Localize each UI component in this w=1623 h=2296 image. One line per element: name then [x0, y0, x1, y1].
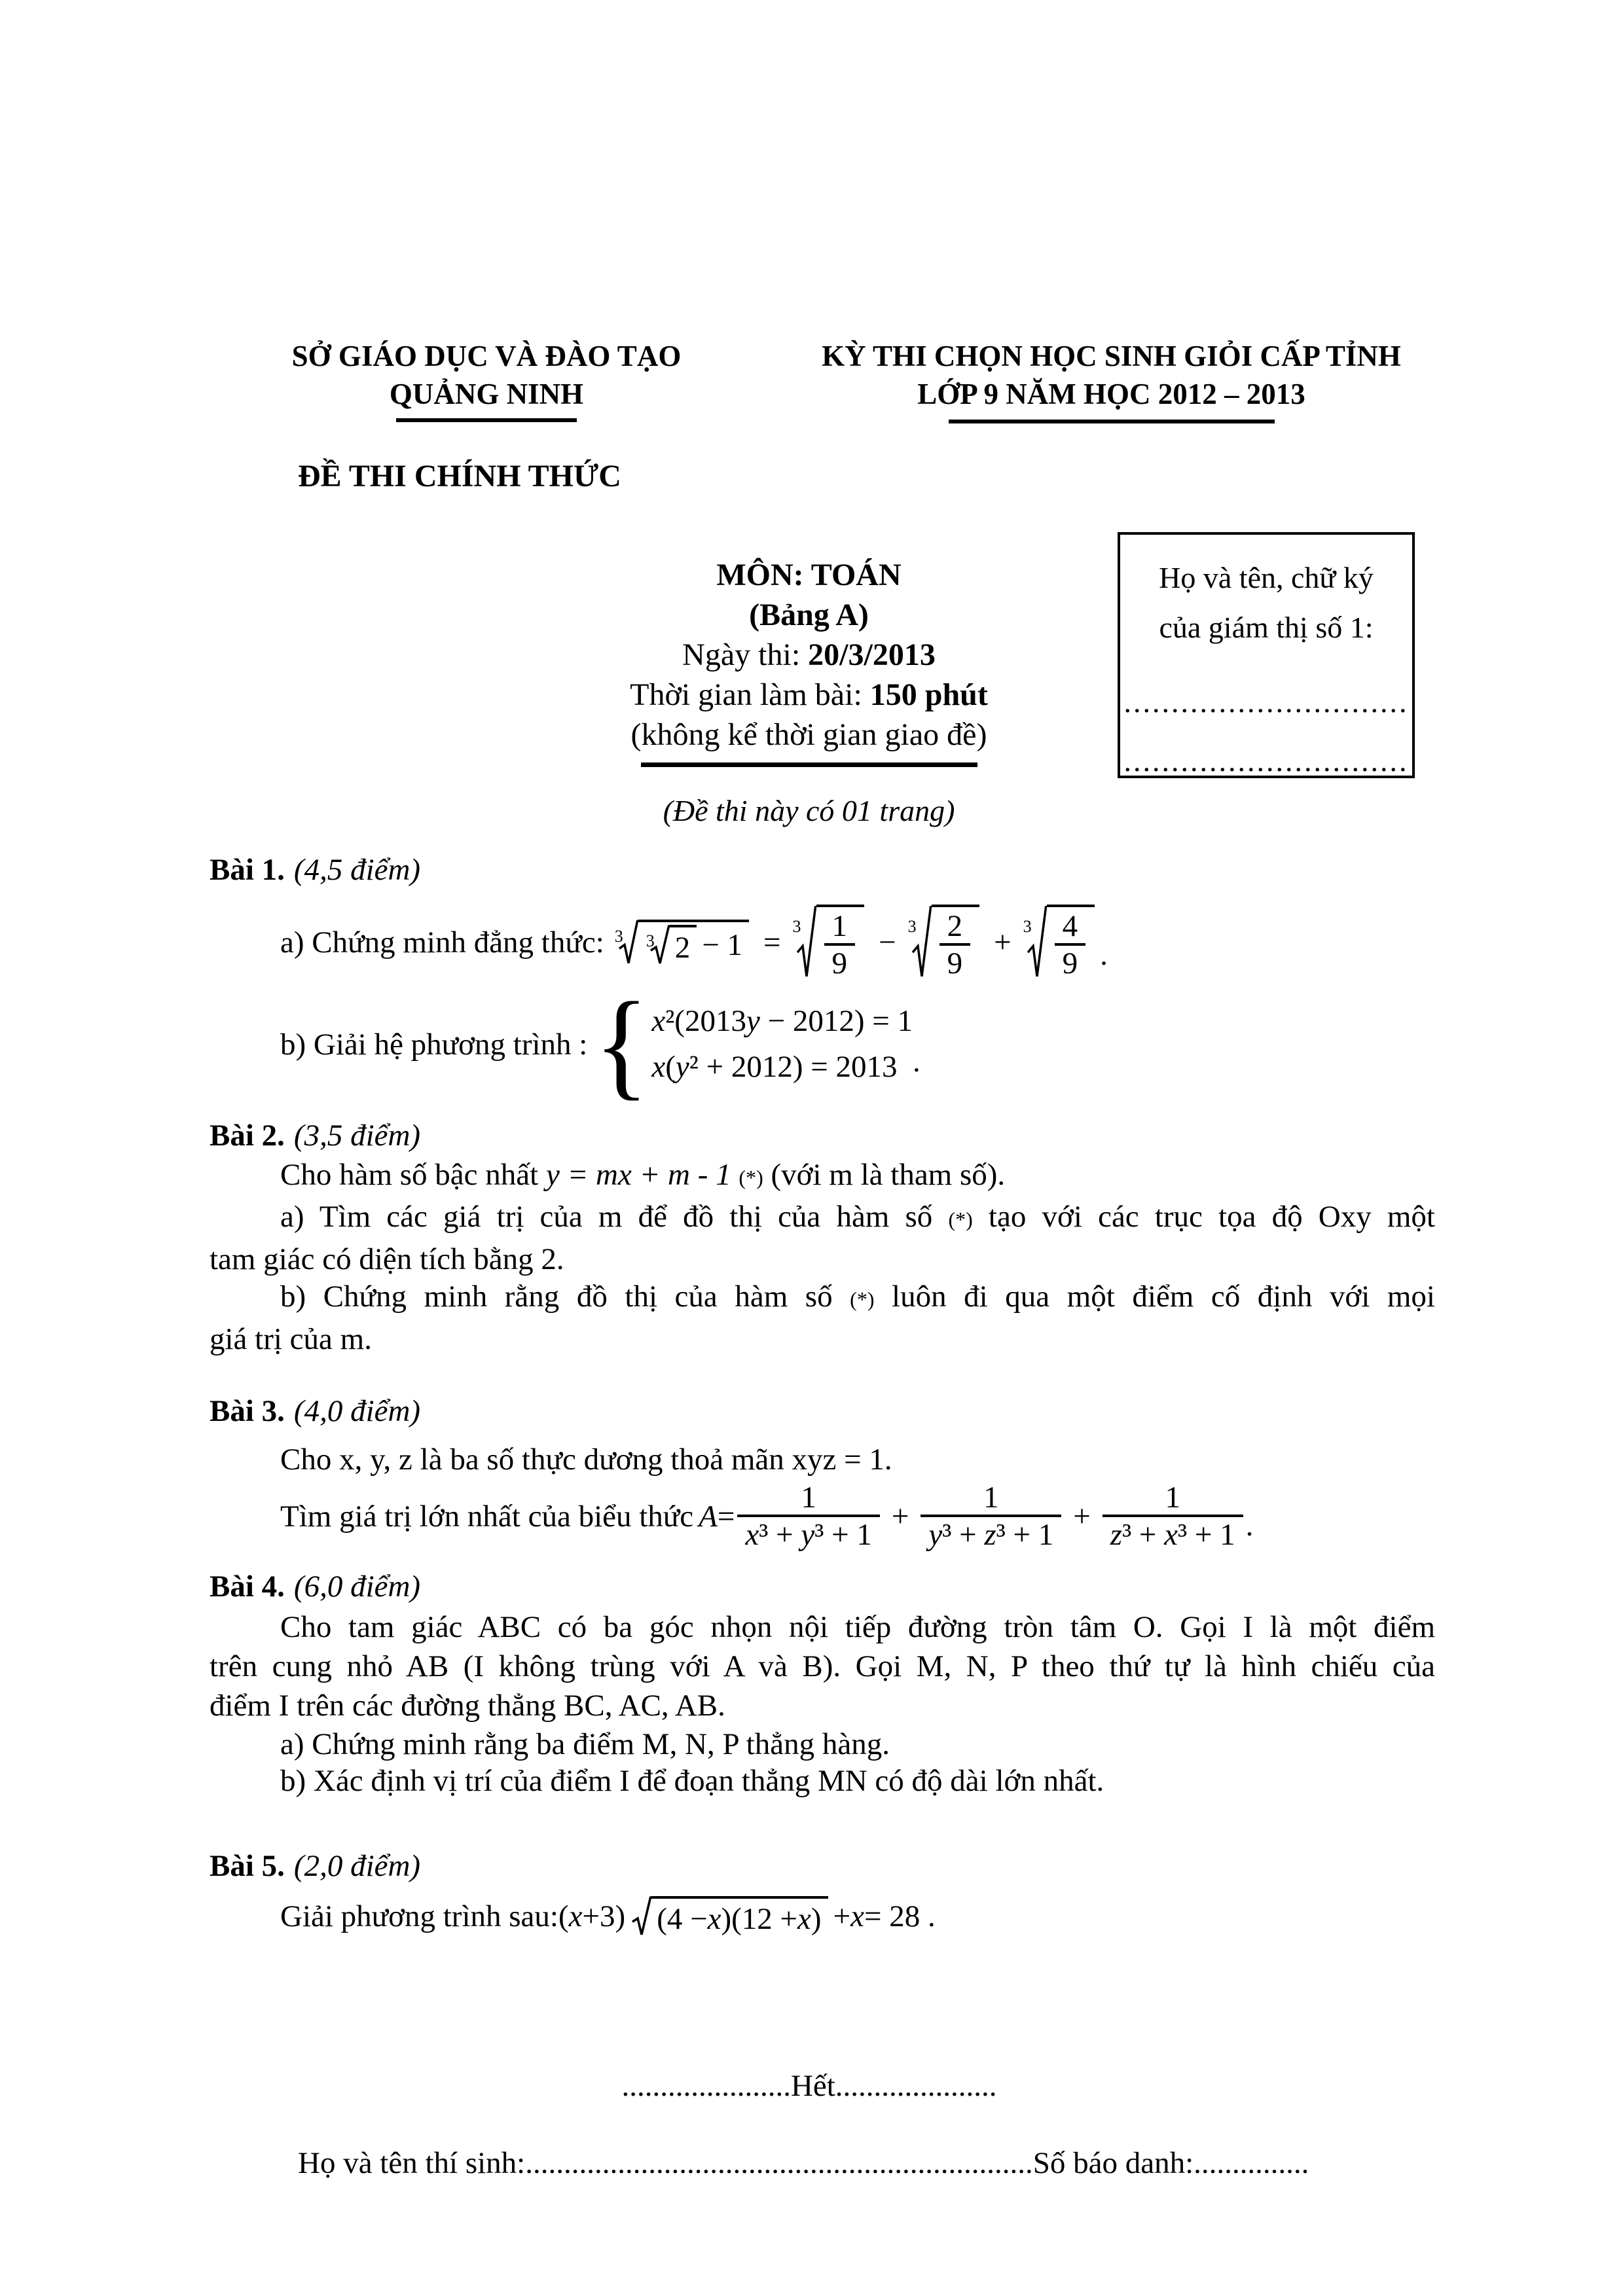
fraction-numerator: 2: [947, 909, 963, 944]
math-text: )(12 +: [721, 1901, 798, 1936]
formula-period: .: [913, 1045, 921, 1079]
expression-name: A: [699, 1499, 718, 1534]
cube-root-inner: [646, 925, 697, 965]
equation-system: [594, 977, 913, 1111]
root-index: 3: [646, 931, 655, 950]
math-text: ²(2013: [665, 1003, 746, 1038]
subject-line: MÔN: TOÁN: [716, 558, 902, 592]
fraction-numerator: 1: [983, 1480, 999, 1515]
problem-4a: a) Chứng minh rằng ba điểm M, N, P thẳng hàng.: [280, 1727, 890, 1761]
problem-5-points: (2,0 điểm): [293, 1849, 421, 1883]
fraction-3: [1103, 1481, 1243, 1552]
math-text: ³ +: [1122, 1518, 1165, 1552]
math-var: x: [1164, 1518, 1178, 1552]
math-var: y: [928, 1518, 943, 1552]
root-index: 3: [614, 927, 623, 946]
math-var: y: [746, 1003, 760, 1038]
text: tạo với các trục tọa độ Oxy một: [972, 1200, 1435, 1234]
problem-2b-line2: giá trị của m.: [210, 1322, 372, 1356]
problem-3-label: Bài 3.: [210, 1394, 285, 1428]
issuer-line1: SỞ GIÁO DỤC VÀ ĐÀO TẠO: [291, 340, 682, 372]
problem-2b: [210, 1277, 1435, 1359]
math-var: x: [797, 1901, 811, 1936]
math-text: ² + 2012) = 2013: [689, 1049, 898, 1084]
radical-sign: [632, 1896, 651, 1937]
math-text: − 2012) = 1: [759, 1003, 913, 1038]
problem-4-label: Bài 4.: [210, 1570, 285, 1604]
proctor-box-title-line1: Họ và tên, chữ ký: [1159, 561, 1374, 594]
problem-5-intro: Giải phương trình sau:: [280, 1899, 558, 1933]
fraction-numerator: 1: [831, 909, 848, 944]
problem-3-points: (4,0 điểm): [293, 1394, 421, 1428]
equals-sign: =: [763, 925, 781, 960]
fraction-1: [737, 1481, 879, 1552]
system-equation-2: [651, 1050, 913, 1085]
candidate-info-line: Họ và tên thí sinh:..................................................................Số báo danh:...............: [298, 2146, 1309, 2180]
problem-5-formula-row: [280, 1892, 936, 1941]
math-text: (: [558, 1899, 569, 1933]
proctor-box-title-line2: của giám thị số 1:: [1159, 611, 1374, 644]
problem-2b-line1: [210, 1277, 1435, 1319]
root-index: 3: [907, 916, 917, 936]
fraction-denominator: [737, 1515, 879, 1552]
math-var: x: [745, 1518, 759, 1552]
math-var: y: [675, 1049, 689, 1084]
minus-operator: −: [879, 925, 896, 960]
formula-period: .: [1245, 1509, 1254, 1543]
fraction-denominator: 9: [939, 943, 971, 980]
problem-4b: b) Xác định vị trí của điểm I để đoạn thẳng MN có độ dài lớn nhất.: [280, 1764, 1104, 1798]
duration-line: [480, 675, 1138, 715]
formula-period: .: [1100, 938, 1108, 972]
radicand: [651, 1896, 828, 1937]
problem-1-label: Bài 1.: [210, 853, 285, 887]
fraction-numerator: 4: [1062, 909, 1078, 944]
duration-value: 150 phút: [869, 677, 988, 712]
system-equation-1: [651, 1005, 913, 1039]
star-ref: (*): [739, 1166, 763, 1189]
official-exam-label: ĐỀ THI CHÍNH THỨC: [298, 459, 621, 493]
fraction-2: [921, 1481, 1061, 1552]
system-brace: {: [594, 977, 649, 1111]
problem-2a-line1: [210, 1197, 1435, 1240]
fraction-numerator: 1: [1165, 1480, 1180, 1515]
cube-root-lhs: [614, 920, 749, 965]
issuer-underline: [396, 418, 577, 422]
problem-1b-row: [280, 977, 921, 1111]
problem-4-heading: [210, 1569, 420, 1604]
plus-operator: +: [994, 925, 1012, 960]
math-var: x: [850, 1899, 864, 1933]
star-ref: (*): [948, 1208, 973, 1231]
fraction-denominator: [1103, 1515, 1243, 1552]
math-text: ): [811, 1901, 822, 1936]
plus-operator: +: [1073, 1499, 1091, 1534]
exam-title-underline: [949, 420, 1275, 423]
cube-root-term2: [907, 905, 980, 980]
problem-2a: [210, 1197, 1435, 1280]
text: b) Chứng minh rằng đồ thị của hàm số: [280, 1280, 850, 1314]
cube-root-term3: [1023, 905, 1095, 980]
plus-operator: +: [891, 1499, 909, 1534]
problem-1-points: (4,5 điểm): [293, 853, 421, 887]
fraction-denominator: [921, 1515, 1061, 1552]
radical-sign: [912, 905, 932, 980]
date-value: 20/3/2013: [808, 637, 936, 672]
problem-5-label: Bài 5.: [210, 1849, 285, 1883]
math-text: +: [833, 1899, 851, 1933]
math-text: ³ +: [942, 1518, 985, 1552]
issuer-block: [275, 337, 698, 422]
equals-sign: =: [717, 1499, 735, 1534]
fraction-denominator: 9: [1055, 943, 1086, 980]
math-var: x: [651, 1049, 666, 1084]
problem-1a-row: [280, 903, 1108, 982]
exam-title-line2: LỚP 9 NĂM HỌC 2012 – 2013: [917, 378, 1305, 410]
problem-2-heading: [210, 1118, 420, 1153]
proctor-signature-line1: ..............................: [1123, 685, 1409, 719]
intro-text: Cho hàm số bậc nhất: [280, 1158, 546, 1192]
problem-3-intro: Cho x, y, z là ba số thực dương thoả mãn xyz = 1.: [280, 1443, 892, 1477]
date-line: [480, 635, 1138, 675]
math-text: +3): [582, 1899, 626, 1933]
exam-info-block: [480, 555, 1138, 767]
math-var: x: [568, 1899, 583, 1933]
problem-4-line3: điểm I trên các đường thẳng BC, AC, AB.: [210, 1689, 725, 1723]
problem-4-line1: Cho tam giác ABC có ba góc nhọn nội tiếp đường tròn tâm O. Gọi I là một điểm: [280, 1610, 1435, 1644]
math-var: z: [1110, 1518, 1123, 1552]
problem-5-heading: [210, 1848, 420, 1884]
issuer-line2: QUẢNG NINH: [389, 378, 584, 410]
problem-4-line2: trên cung nhỏ AB (I không trùng với A và B). Gọi M, N, P theo thứ tự là hình chiếu của: [210, 1649, 1435, 1683]
text: luôn đi qua một điểm cố định với mọi: [874, 1280, 1435, 1314]
math-text: ³ +: [759, 1518, 801, 1552]
math-text: (4 −: [657, 1901, 708, 1936]
fraction-denominator: 9: [824, 943, 856, 980]
problem-1b-text: b) Giải hệ phương trình :: [280, 1027, 588, 1062]
date-label: Ngày thi:: [682, 637, 809, 672]
function-formula: y = mx + m - 1: [545, 1158, 739, 1192]
math-text: ³ + 1: [814, 1518, 872, 1552]
problem-1a-text: a) Chứng minh đẳng thức:: [280, 925, 604, 960]
math-text: ³ + 1: [996, 1518, 1054, 1552]
radical-sign: [797, 905, 816, 980]
duration-label: Thời gian làm bài:: [630, 677, 870, 712]
math-var: z: [984, 1518, 996, 1552]
after-inner: − 1: [702, 928, 743, 962]
math-var: y: [801, 1518, 815, 1552]
cube-root-term1: [792, 905, 865, 980]
star-ref: (*): [850, 1287, 875, 1311]
problem-2-label: Bài 2.: [210, 1119, 285, 1153]
math-var: x: [651, 1003, 666, 1038]
inner-radicand: 2: [670, 925, 697, 965]
problem-1-heading: [210, 852, 420, 888]
problem-2-intro: [280, 1155, 1005, 1198]
proctor-signature-box: [1118, 532, 1415, 778]
fraction-numerator: 1: [801, 1480, 816, 1515]
end-of-exam-line: ......................Hết.....................: [621, 2069, 997, 2103]
square-root: [630, 1896, 828, 1937]
problem-2-points: (3,5 điểm): [293, 1119, 421, 1153]
exam-info-underline: [641, 762, 977, 767]
problem-4-paragraph: [210, 1607, 1435, 1725]
board-line: (Bảng A): [749, 598, 869, 632]
exam-title-line1: KỲ THI CHỌN HỌC SINH GIỎI CẤP TỈNH: [822, 340, 1401, 372]
proctor-signature-line2: ..............................: [1123, 744, 1409, 778]
intro-text: (với m là tham số).: [763, 1158, 1006, 1192]
math-var: x: [707, 1901, 721, 1936]
root-index: 3: [792, 916, 801, 936]
problem-3-formula-row: [280, 1480, 1253, 1552]
math-text: = 28 .: [864, 1899, 936, 1933]
problem-3-find-text: Tìm giá trị lớn nhất của biểu thức: [280, 1499, 694, 1534]
math-text: ³ + 1: [1178, 1518, 1235, 1552]
problem-2a-line2: tam giác có diện tích bằng 2.: [210, 1242, 564, 1276]
root-index: 3: [1023, 916, 1032, 936]
page-count-note: (Đề thi này có 01 trang): [663, 794, 955, 827]
problem-4-points: (6,0 điểm): [293, 1570, 421, 1604]
problem-3-heading: [210, 1393, 420, 1429]
math-text: (: [665, 1049, 676, 1084]
duration-note: (không kể thời gian giao đề): [630, 717, 987, 752]
radical-sign: [1027, 905, 1047, 980]
text: a) Tìm các giá trị của m để đồ thị của hàm số: [280, 1200, 949, 1234]
exam-title-block: [782, 337, 1440, 423]
